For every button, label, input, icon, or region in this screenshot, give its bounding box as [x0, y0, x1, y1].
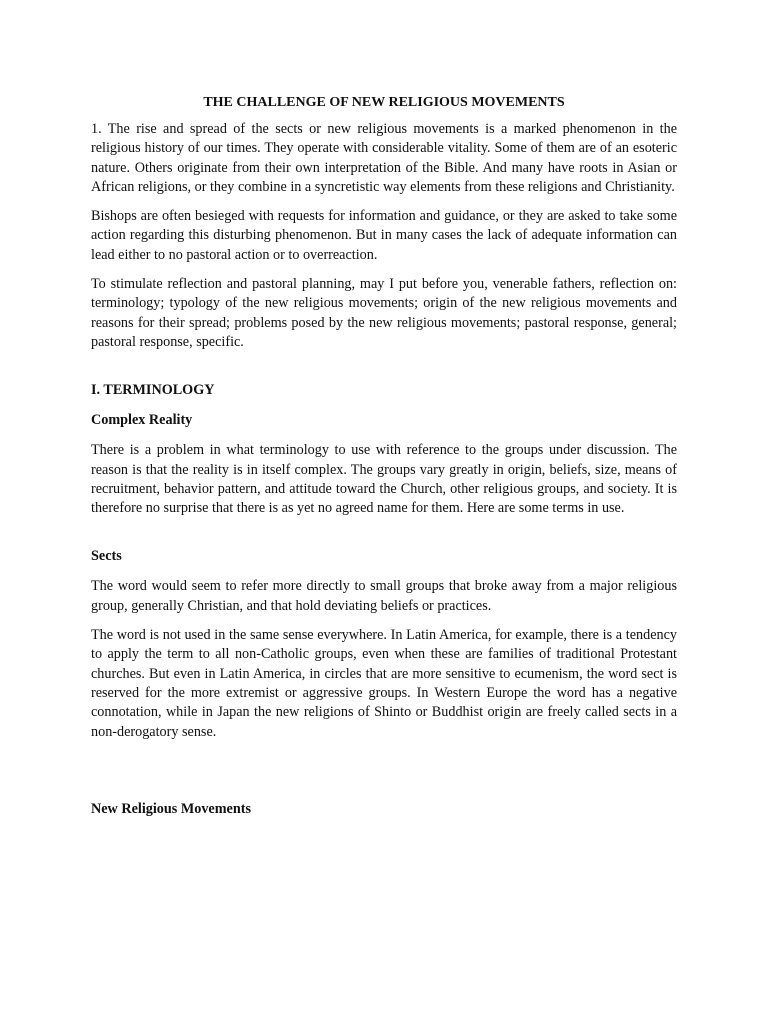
subheading-complex-reality: Complex Reality: [91, 412, 193, 429]
sects-paragraph-1: The word would seem to refer more directly to small groups that broke away from a major religious group, generally Christian, and that hold deviating beliefs or practices.: [91, 578, 677, 614]
document-page: [91, 94, 677, 819]
document-title: THE CHALLENGE OF NEW RELIGIOUS MOVEMENTS: [203, 95, 565, 110]
complex-reality-paragraph: There is a problem in what terminology to use with reference to the groups under discussion. The reason is that the reality is in itself complex. The groups vary greatly in origin, beliefs, size, means of recruitment, behavior pattern, and attitude toward the Church, other religious groups, and society. It is therefore no surprise that there is as yet no agreed name for them. Here are some terms in use.: [91, 442, 677, 517]
subheading-new-religious-movements: New Religious Movements: [91, 800, 251, 817]
subheading-sects: Sects: [91, 548, 122, 565]
intro-paragraph-3: To stimulate reflection and pastoral planning, may I put before you, venerable fathers, reflection on: terminology; typology of the new religious movements; origin of the new religious movements and reasons for their spread; problems posed by the new religious movements; pastoral response, general; pastoral response, specific.: [91, 276, 677, 350]
sects-paragraph-2: The word is not used in the same sense everywhere. In Latin America, for example, there is a tendency to apply the term to all non-Catholic groups, even when these are families of traditional Protestant churches. But even in Latin America, in circles that are more sensitive to ecumenism, the word sect is reserved for the more extremist or aggressive groups. In Western Europe the word has a negative connotation, while in Japan the new religions of Shinto or Buddhist origin are freely called sects in a non-derogatory sense.: [91, 627, 677, 740]
intro-paragraph-2: Bishops are often besieged with requests for information and guidance, or they are asked to take some action regarding this disturbing phenomenon. But in many cases the lack of adequate information can lead either to no pastoral action or to overreaction.: [91, 208, 677, 263]
intro-paragraph-1: 1. The rise and spread of the sects or new religious movements is a marked phenomenon in the religious history of our times. They operate with considerable vitality. Some of them are of an esoteric nature. Others originate from their own interpretation of the Bible. And many have roots in Asian or African religions, or they combine in a syncretistic way elements from these religions and Christianity.: [91, 121, 677, 195]
section-heading-terminology: I. TERMINOLOGY: [91, 382, 215, 399]
